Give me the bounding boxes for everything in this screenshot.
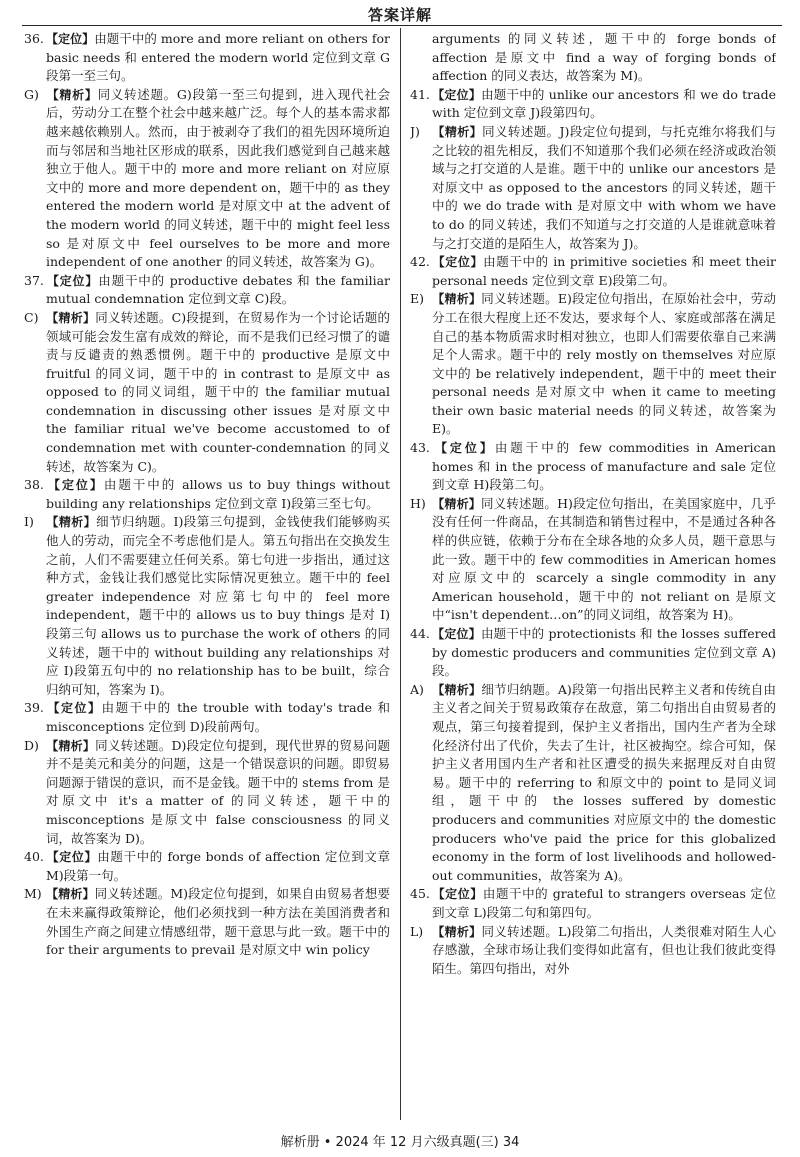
- item-number: E): [410, 291, 425, 307]
- paragraph-text: 同义转述题。M)段定位句提到，如果自由贸易者想要在未来赢得政策辩论，他们必须找到一种方法在美国消费者和外国生产商之间建立情感纽带，题干意思与此一致。题干中的 for their arguments to prevail 是对原文中 win policy: [46, 886, 390, 958]
- answer-paragraph: [24, 513, 390, 699]
- answer-paragraph: [24, 309, 390, 476]
- section-tag: 【定位】: [46, 273, 99, 288]
- section-tag: 【精析】: [432, 924, 482, 939]
- section-tag: 【定位】: [46, 32, 95, 46]
- paragraph-text: 同义转述题。L)段第二句指出，人类很难对陌生人心存感激，全球市场让我们变得如此富有，但也让我们彼此变得陌生。第四句指出，对外: [432, 923, 776, 976]
- section-tag: 【定位】: [46, 478, 104, 493]
- item-number: 37.: [24, 272, 44, 288]
- item-number: 45.: [410, 886, 430, 902]
- paragraph-text: arguments 的同义转述，题干中的 forge bonds of affection 是原文中 find a way of forging bonds of affection 的同义表达，故答案为 M)。: [432, 31, 776, 84]
- answer-paragraph: [410, 495, 776, 625]
- item-number: I): [24, 514, 34, 530]
- paragraph-text: 由题干中的 protectionists 和 the losses suffered by domestic producers and communities 定位到文章 A)段。: [432, 626, 776, 679]
- answer-paragraph: [24, 30, 390, 86]
- section-tag: 【精析】: [46, 87, 98, 102]
- item-number: 36.: [24, 31, 44, 46]
- paragraph-text: 细节归纳题。I)段第三句提到，金钱使我们能够购买他人的劳动，而完全不考虑他们是人。第五句指出在交换发生之前，人们不需要建立任何关系。第七句进一步指出，通过这种方式，金钱让我们感觉比实际情况更独立。题干中的 feel greater independence 对应第七句中的 feel more independent，题干中的 allows us to buy things 是对 I)段第三句 allows us to purchase the work of others 的同义转述，题干中的 without building any relationships 对应 I)段第五句中的 no relationship has to be built，综合归纳可知，答案为 I)。: [46, 514, 390, 697]
- answer-paragraph: [410, 123, 776, 253]
- right-column: [410, 30, 776, 1120]
- item-number: 39.: [24, 700, 44, 716]
- item-number: 41.: [410, 86, 430, 102]
- paragraph-text: 由题干中的 the trouble with today's trade 和 misconceptions 定位到 D)段前两句。: [46, 700, 390, 734]
- column-divider: [400, 28, 401, 1120]
- item-number: C): [24, 309, 39, 325]
- answer-paragraph: [24, 737, 390, 849]
- section-tag: 【定位】: [432, 887, 483, 902]
- paragraph-text: 由题干中的 few commodities in American homes 和 in the process of manufacture and sale 定位到文章 H)段第二句。: [432, 440, 776, 493]
- answer-paragraph: [24, 699, 390, 736]
- section-tag: 【精析】: [432, 124, 483, 139]
- paragraph-text: 由题干中的 allows us to buy things without building any relationships 定位到文章 I)段第三至七句。: [46, 477, 390, 511]
- paragraph-text: 由题干中的 in primitive societies 和 meet their personal needs 定位到文章 E)段第二句。: [432, 254, 776, 288]
- page-footer: 解析册 • 2024 年 12 月六级真题(三) 34: [280, 1135, 520, 1150]
- item-number: 42.: [410, 254, 430, 270]
- section-tag: 【精析】: [432, 682, 482, 697]
- item-number: 38.: [24, 477, 44, 493]
- item-number: L): [410, 923, 424, 939]
- header-divider: [22, 25, 782, 26]
- paragraph-text: 同义转述题。E)段定位句指出，在原始社会中，劳动分工在很大程度上还不发达，要求每个人、家庭或部落在满足自己的基本物质需求时相对独立，也即人们需要依靠自己来满足个人需求。题干中的 rely mostly on themselves 对应原文中的 be relatively independent，题干中的 meet their personal needs 是对原文中 when it came to meeting their own basic material needs 的同义转述，故答案为 E)。: [432, 291, 776, 437]
- left-column: [24, 30, 390, 1120]
- section-tag: 【定位】: [46, 850, 98, 865]
- answer-paragraph: [410, 253, 776, 290]
- item-number: D): [24, 737, 39, 753]
- answer-paragraph: [410, 290, 776, 439]
- paragraph-text: 由题干中的 productive debates 和 the familiar mutual condemnation 定位到文章 C)段。: [46, 272, 390, 307]
- paragraph-text: 细节归纳题。A)段第一句指出民粹主义者和传统自由主义者之间关于贸易政策存在敌意，第二句指出自由贸易者的观点，第三句接着提到，保护主义者指出，国内生产者为全球化经济付出了代价，失去了生计，社区被掏空。综合可知，保护主义者用国内生产者和社区遭受的损失来据理反对自由贸易。题干中的 referring to 和原文中的 point to 是同义词组，题干中的 the losses suffered by domestic producers and communities 对应原文中的 the domestic producers who've paid the price for this globalized economy in the form of lost livelihoods and hollowed-out communities，故答案为 A)。: [432, 681, 776, 883]
- paragraph-text: 同义转述题。J)段定位句提到，与托克维尔将我们与之比较的祖先相反，我们不知道那个我们必须在经济或政治领域与之打交道的人是谁。题干中的 unlike our ancestors 是对原文中 as opposed to the ancestors 的同义转述，题干中的 we do trade with 是对原文中 with whom we have to do 的同义转述，我们不知道与之打交道的人是谁就意味着与之打交道的是陌生人，故答案为 J)。: [432, 123, 776, 251]
- answer-paragraph: [24, 272, 390, 309]
- section-tag: 【精析】: [46, 310, 96, 325]
- answer-paragraph: [410, 923, 776, 979]
- section-tag: 【精析】: [46, 515, 97, 530]
- paragraph-text: 同义转述题。C)段提到，在贸易作为一个讨论话题的领域可能会发生富有成效的辩论，而不是我们已经习惯了的谴责与反谴责的熟悉惯例。题干中的 productive 是原文中 fruitful 的同义词，题干中的 in contrast to 是原文中 as opposed to 的同义词组，题干中的 the familiar mutual condemnation in discussing other issues 是对原文中 the familiar ritual we've become accustomed to of condemnation met with counter-condemnation 的同义转述，故答案为 C)。: [46, 309, 390, 474]
- answer-paragraph: [410, 30, 776, 86]
- item-number: A): [410, 681, 424, 697]
- answer-paragraph: [24, 848, 390, 885]
- section-tag: 【精析】: [46, 887, 95, 902]
- item-number: H): [410, 495, 426, 511]
- item-number: 43.: [410, 440, 430, 456]
- answer-paragraph: [24, 86, 390, 272]
- answer-paragraph: [24, 476, 390, 513]
- paragraph-text: 由题干中的 more and more reliant on others for basic needs 和 entered the modern world 定位到文章 G 段第一至三句。: [46, 31, 390, 84]
- section-tag: 【定位】: [432, 255, 484, 270]
- section-tag: 【定位】: [46, 701, 102, 716]
- section-tag: 【定位】: [432, 627, 481, 641]
- section-tag: 【精析】: [432, 292, 482, 307]
- paragraph-text: 由题干中的 unlike our ancestors 和 we do trade with 定位到文章 J)段第四句。: [432, 86, 776, 121]
- item-number: 44.: [410, 626, 430, 641]
- paragraph-text: 由题干中的 forge bonds of affection 定位到文章 M)段第一句。: [46, 849, 390, 883]
- answer-paragraph: [410, 681, 776, 886]
- page-title: 答案详解: [367, 6, 432, 24]
- answer-paragraph: [410, 625, 776, 681]
- item-number: M): [24, 886, 42, 902]
- paragraph-text: 同义转述题。D)段定位句提到，现代世界的贸易问题并不是美元和美分的问题，这是一个错误意识的问题。即贸易问题源于错误的意识，而不是金钱。题干中的 stems from 是对原文中 it's a matter of 的同义转述，题干中的 misconceptions 是原文中 false consciousness 的同义词，故答案为 D)。: [46, 737, 390, 846]
- paragraph-text: 同义转述题。G)段第一至三句提到，进入现代社会后，劳动分工在整个社会中越来越广泛。每个人的基本需求都越来越依赖别人。然而，由于被剥夺了我们的祖先因环境所迫而与邻居和当地社区形成的联系，因此我们感觉到自己越来越独立于他人。题干中的 more and more reliant on 对应原文中的 more and more dependent on，题干中的 as they entered the modern world 是对原文中 at the advent of the modern world 的同义转述，题干中的 might feel less so 是对原文中 feel ourselves to be more and more independent of one another 的同义转述，故答案为 G)。: [46, 86, 390, 270]
- answer-paragraph: [24, 885, 390, 959]
- paragraph-text: 由题干中的 grateful to strangers overseas 定位到文章 L)段第二句和第四句。: [432, 886, 776, 920]
- section-tag: 【精析】: [432, 496, 481, 511]
- paragraph-text: 同义转述题。H)段定位句指出，在美国家庭中，几乎没有任何一件商品，在其制造和销售过程中，不是通过各种各样的供应链，依赖于分布在全球各地的众多人员，题干意思与此一致。题干中的 few commodities in American homes 对应原文中的 scarcely a single commodity in any American household，题干中的 not reliant on 是原文中“isn't dependent…on”的同义词组，故答案为 H)。: [432, 495, 776, 623]
- section-tag: 【精析】: [46, 738, 96, 753]
- item-number: J): [410, 123, 420, 139]
- section-tag: 【定位】: [432, 441, 495, 456]
- answer-paragraph: [410, 86, 776, 123]
- section-tag: 【定位】: [432, 87, 482, 102]
- item-number: 40.: [24, 849, 44, 865]
- answer-paragraph: [410, 439, 776, 495]
- item-number: G): [24, 86, 39, 102]
- answer-paragraph: [410, 885, 776, 922]
